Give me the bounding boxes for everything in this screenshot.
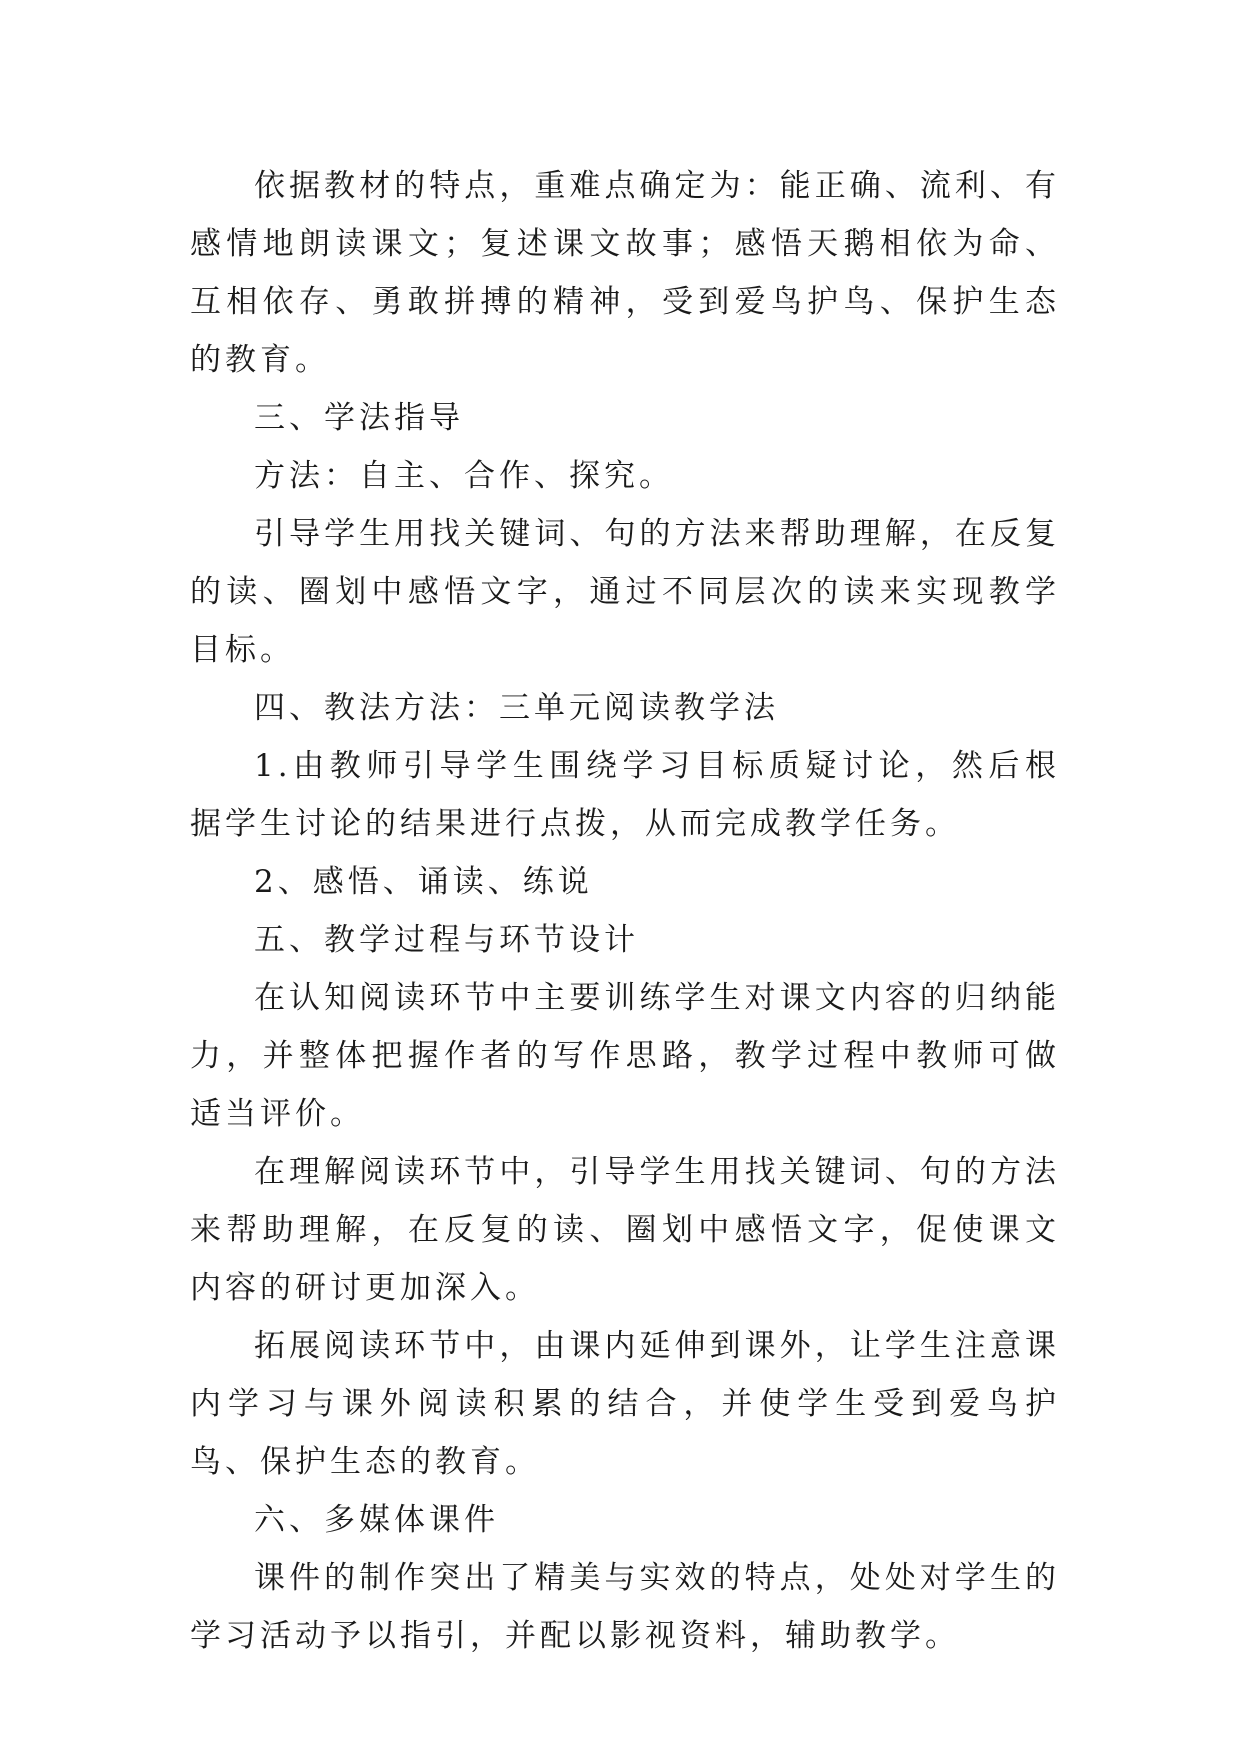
paragraph-understanding-reading: 在理解阅读环节中，引导学生用找关键词、句的方法来帮助理解，在反复的读、圈划中感悟文字，促使课文内容的研讨更加深入。: [190, 1154, 1060, 1306]
paragraph-key-points: 依据教材的特点，重难点确定为：能正确、流利、有感情地朗读课文；复述课文故事；感悟天鹅相依为命、互相依存、勇敢拼搏的精神，受到爱鸟护鸟、保护生态的教育。: [190, 168, 1060, 378]
paragraph-extended-reading: 拓展阅读环节中，由课内延伸到课外，让学生注意课内学习与课外阅读积累的结合，并使学生受到爱鸟护鸟、保护生态的教育。: [190, 1328, 1060, 1480]
paragraph-teaching-item-1: 1.由教师引导学生围绕学习目标质疑讨论，然后根据学生讨论的结果进行点拨，从而完成教学任务。: [190, 748, 1060, 842]
paragraph-teaching-item-2: 2、感悟、诵读、练说: [254, 864, 593, 900]
heading-multimedia: 六、多媒体课件: [254, 1502, 499, 1538]
paragraph-courseware: 课件的制作突出了精美与实效的特点，处处对学生的学习活动予以指引，并配以影视资料，辅助教学。: [190, 1560, 1060, 1654]
paragraph-cognitive-reading: 在认知阅读环节中主要训练学生对课文内容的归纳能力，并整体把握作者的写作思路，教学过程中教师可做适当评价。: [190, 980, 1060, 1132]
paragraph-guide-students: 引导学生用找关键词、句的方法来帮助理解，在反复的读、圈划中感悟文字，通过不同层次的读来实现教学目标。: [190, 516, 1060, 668]
document-body: [190, 157, 1060, 1665]
heading-teaching-process: 五、教学过程与环节设计: [254, 922, 639, 958]
heading-teaching-method: 四、教法方法：三单元阅读教学法: [254, 690, 779, 726]
paragraph-method: 方法：自主、合作、探究。: [254, 458, 674, 494]
heading-study-method: 三、学法指导: [254, 400, 464, 436]
